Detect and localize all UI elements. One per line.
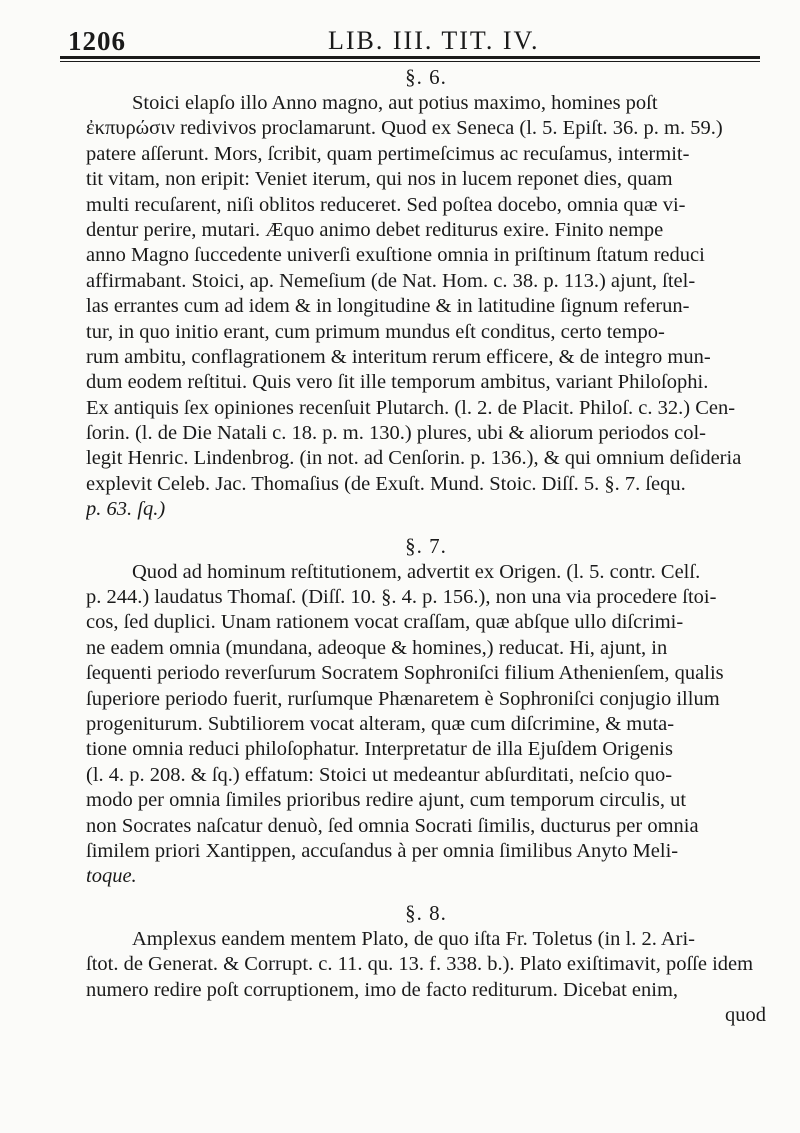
section-heading: §. 7. — [405, 533, 447, 558]
text-line: patere aſſerunt. Mors, ſcribit, quam pertimeſcimus ac recuſamus, intermit- — [86, 142, 690, 165]
section-heading: §. 6. — [405, 65, 447, 89]
page-number: 1206 — [68, 26, 126, 56]
text-line: tur, in quo initio erant, cum primum mundus eſt conditus, certo tempo- — [86, 320, 665, 343]
page-body — [86, 64, 766, 1028]
header-rule — [60, 56, 760, 59]
text-line: progeniturum. Subtiliorem vocat alteram, quæ cum diſcrimine, & muta- — [86, 712, 675, 735]
text-line: ἐκπυρώσιν redivivos proclamarunt. Quod ex Seneca (l. 5. Epiſt. 36. p. m. 59.) — [86, 117, 723, 140]
text-line: tit vitam, non eripit: Veniet iterum, qui nos in lucem reponet dies, quam — [86, 168, 673, 191]
text-line: Quod ad hominum reſtitutionem, advertit ex Origen. (l. 5. contr. Celſ. — [132, 560, 701, 583]
text-line: ſimilem priori Xantippen, accuſandus à per omnia ſimilibus Anyto Meli- — [86, 839, 679, 862]
text-line: non Socrates naſcatur denuò, ſed omnia Socrati ſimilis, ducturus per omnia — [86, 814, 699, 837]
text-line: dentur perire, mutari. Æquo animo debet rediturus exire. Finito nempe — [86, 218, 664, 241]
text-line: ſequenti periodo reverſurum Socratem Sophroniſci filium Athenienſem, qualis — [86, 662, 724, 685]
catchword: quod — [725, 1003, 766, 1026]
text-line: multi recuſarent, niſi oblitos reduceret. Sed poſtea docebo, omnia quæ vi- — [86, 193, 686, 216]
running-title: LIB. III. TIT. IV. — [328, 26, 540, 55]
text-line: p. 244.) laudatus Thomaſ. (Diſſ. 10. §. 4. p. 156.), non una via procedere ſtoi- — [86, 586, 717, 609]
text-line: Stoici elapſo illo Anno magno, aut potius maximo, homines poſt — [132, 92, 658, 114]
header-rule-thin — [60, 61, 760, 62]
text-line: explevit Celeb. Jac. Thomaſius (de Exuſt. Mund. Stoic. Diſſ. 5. §. 7. ſequ. — [86, 472, 686, 495]
text-line: ſuperiore periodo fuerit, rurſumque Phænaretem è Sophroniſci conjugio illum — [86, 687, 720, 710]
text-line: Amplexus eandem mentem Plato, de quo iſta Fr. Toletus (in l. 2. Ari- — [132, 927, 695, 950]
text-line: p. 63. ſq.) — [86, 498, 166, 521]
text-line: numero redire poſt corruptionem, imo de facto rediturum. Dicebat enim, — [86, 978, 679, 1001]
text-line: cos, ſed duplici. Unam rationem vocat craſſam, quæ abſque ullo diſcrimi- — [86, 611, 684, 634]
text-line: affirmabant. Stoici, ap. Nemeſium (de Nat. Hom. c. 38. p. 113.) ajunt, ſtel- — [86, 269, 696, 292]
text-line: ſtot. de Generat. & Corrupt. c. 11. qu. 13. f. 338. b.). Plato exiſtimavit, poſſe idem — [86, 953, 754, 976]
text-line: dum eodem reſtitui. Quis vero ſit ille temporum ambitus, variant Philoſophi. — [86, 371, 709, 394]
text-line: (l. 4. p. 208. & ſq.) effatum: Stoici ut medeantur abſurditati, neſcio quo- — [86, 763, 673, 786]
section-gap — [86, 523, 766, 533]
text-line: ſorin. (l. de Die Natali c. 18. p. m. 130.) plures, ubi & aliorum periodos col- — [86, 422, 706, 445]
text-line: ne eadem omnia (mundana, adeoque & homines,) reducat. Hi, ajunt, in — [86, 636, 668, 659]
text-line: rum ambitu, conflagrationem & interitum rerum efficere, & de integro mun- — [86, 345, 711, 368]
page-header — [60, 18, 760, 54]
text-line: tione omnia reduci philoſophatur. Interpretatur de illa Ejuſdem Origenis — [86, 738, 673, 761]
text-line: Ex antiquis ſex opiniones recenſuit Plutarch. (l. 2. de Placit. Philoſ. c. 32.) Cen- — [86, 396, 736, 419]
text-line: anno Magno ſuccedente univerſi exuſtione omnia in priſtinum ſtatum reduci — [86, 244, 705, 267]
text-line: modo per omnia ſimiles prioribus redire ajunt, cum temporum circulis, ut — [86, 789, 687, 812]
section-gap — [86, 890, 766, 900]
text-line: las errantes cum ad idem & in longitudine & in latitudine ſignum referun- — [86, 295, 690, 318]
text-line: toque. — [86, 865, 137, 888]
section-heading: §. 8. — [405, 900, 447, 925]
text-line: legit Henric. Lindenbrog. (in not. ad Cenſorin. p. 136.), & qui omnium deſideria — [86, 447, 742, 470]
